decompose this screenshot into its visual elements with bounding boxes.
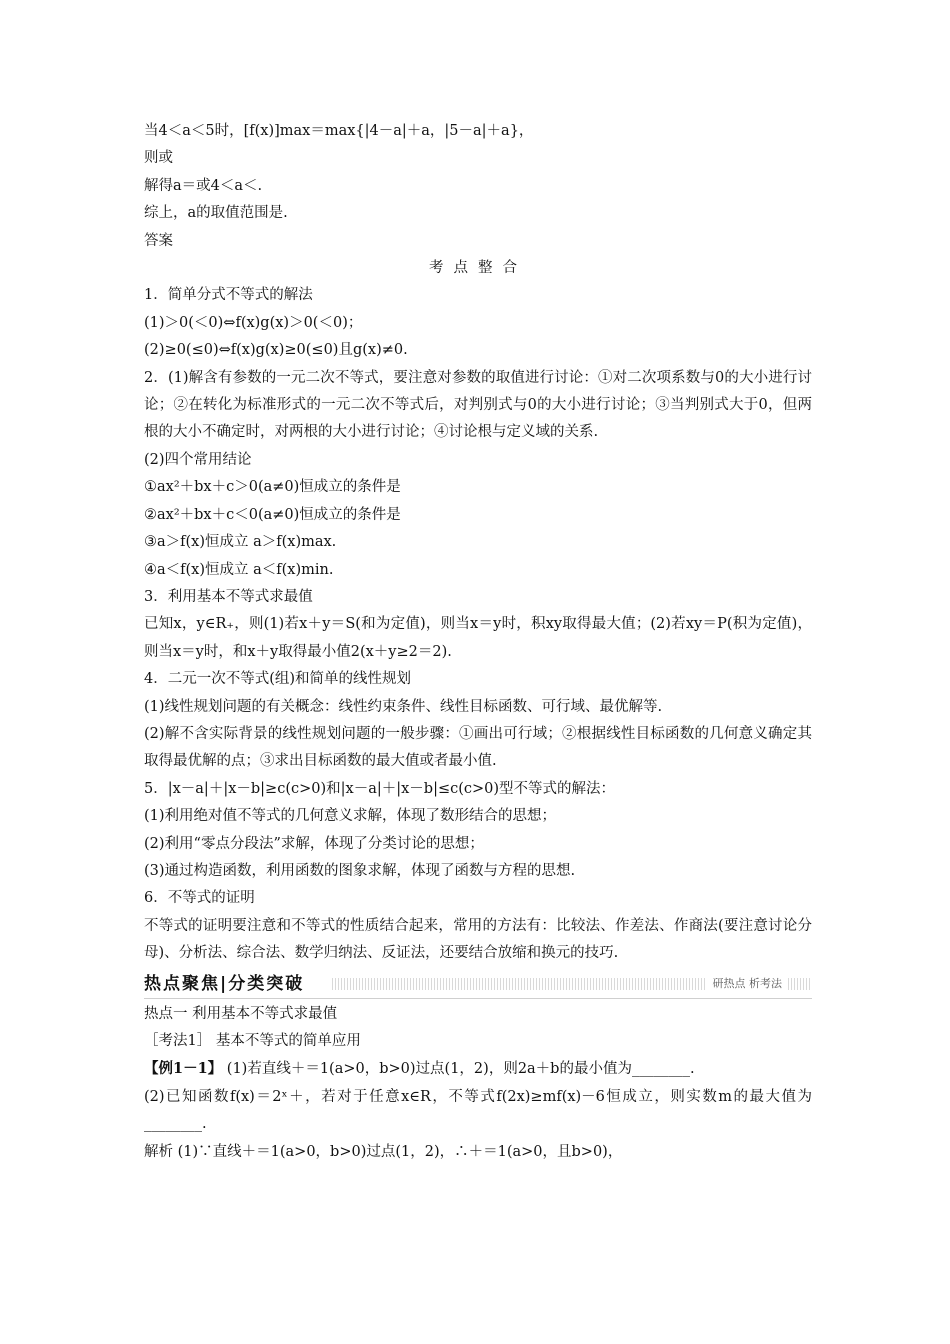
method-label: ［考法1］ 基本不等式的简单应用	[144, 1033, 361, 1049]
paragraph: 已知x，y∈R₊，则(1)若x＋y＝S(和为定值)，则当x＝y时，积xy取得最大值；(2)若xy＝P(积为定值)，则当x＝y时，和x＋y取得最小值2(x＋y≥2＝2).	[144, 616, 812, 660]
text-line: 综上，a的取值范围是.	[144, 205, 288, 222]
text-line: ④a＜f(x)恒成立 a＜f(x)min.	[144, 561, 334, 578]
text-line: ②ax²＋bx＋c＜0(a≠0)恒成立的条件是	[144, 506, 401, 523]
document-content	[144, 118, 812, 1166]
text-line: (1)利用绝对值不等式的几何意义求解，体现了数形结合的思想；	[144, 808, 557, 825]
item-heading: 3．利用基本不等式求最值	[144, 588, 313, 605]
text-line: (2)四个常用结论	[144, 451, 252, 468]
example-label: 【例1－1】	[144, 1060, 223, 1078]
banner-title: 热点聚焦|分类突破	[144, 972, 310, 996]
text-line: 当4＜a＜5时，[f(x)]max＝max{|4－a|＋a，|5－a|＋a}，	[144, 123, 534, 139]
item-heading: 6．不等式的证明	[144, 890, 255, 907]
text-line: (3)通过构造函数，利用函数的图象求解，体现了函数与方程的思想.	[144, 862, 576, 879]
banner-subtitle: 研热点 析考法	[707, 972, 789, 996]
text-line: ①ax²＋bx＋c＞0(a≠0)恒成立的条件是	[144, 479, 401, 496]
text-line: (2)利用“零点分段法”求解，体现了分类讨论的思想；	[144, 835, 484, 852]
item-heading: 4．二元一次不等式(组)和简单的线性规划	[144, 671, 412, 688]
example-text: (1)若直线＋＝1(a>0，b>0)过点(1，2)，则2a＋b的最小值为________.	[222, 1061, 695, 1078]
example-paragraph: (2)已知函数f(x)＝2ˣ＋，若对于任意x∈R，不等式f(2x)≥mf(x)－6恒成立，则实数m的最大值为________.	[144, 1088, 812, 1133]
answer-label: 答案	[144, 232, 173, 249]
section-banner	[144, 972, 812, 999]
text-line: (2)≥0(≤0)⇔f(x)g(x)≥0(≤0)且g(x)≠0.	[144, 342, 408, 359]
paragraph: 2．(1)解含有参数的一元二次不等式，要注意对参数的取值进行讨论：①对二次项系数与0的大小进行讨论；②在转化为标准形式的一元二次不等式后，对判别式与0的大小进行讨论；③当判别式大于0，但两根的大小不确定时，对两根的大小进行讨论；④讨论根与定义域的关系.	[144, 369, 812, 441]
hot-heading: 热点一 利用基本不等式求最值	[144, 1005, 338, 1022]
paragraph: 不等式的证明要注意和不等式的性质结合起来，常用的方法有：比较法、作差法、作商法(要注意讨论分母)、分析法、综合法、数学归纳法、反证法，还要结合放缩和换元的技巧.	[144, 917, 812, 962]
solution-line: 解析 (1)∵直线＋＝1(a>0，b>0)过点(1，2)，∴＋＝1(a>0，且b>0)，	[144, 1143, 623, 1160]
item-heading: 1．简单分式不等式的解法	[144, 287, 313, 304]
section-title: 考点整合	[429, 260, 527, 277]
example-line	[144, 1055, 812, 1083]
text-line: (1)线性规划问题的有关概念：线性约束条件、线性目标函数、可行域、最优解等.	[144, 698, 663, 715]
text-line: 解得a＝或4＜a＜.	[144, 177, 263, 194]
item-heading: 5．|x－a|＋|x－b|≥c(c>0)和|x－a|＋|x－b|≤c(c>0)型不等式的解法：	[144, 780, 616, 797]
text-line: 则或	[144, 150, 173, 167]
text-line: (1)＞0(＜0)⇔f(x)g(x)＞0(＜0)；	[144, 314, 363, 331]
text-line: ③a＞f(x)恒成立 a＞f(x)max.	[144, 534, 337, 551]
paragraph: (2)解不含实际背景的线性规划问题的一般步骤：①画出可行域；②根据线性目标函数的几何意义确定其取得最优解的点；③求出目标函数的最大值或者最小值.	[144, 725, 812, 770]
